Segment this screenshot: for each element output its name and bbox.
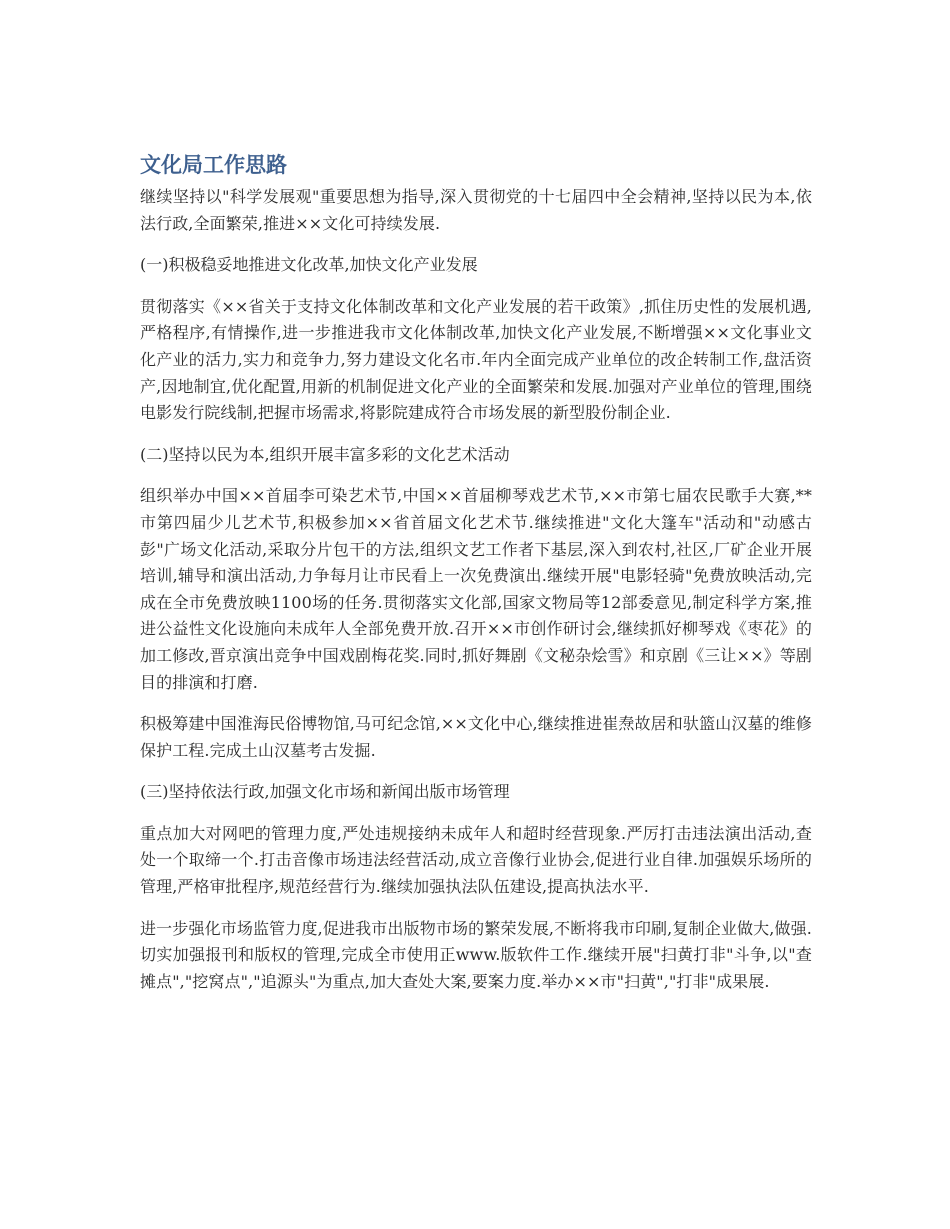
section-2-paragraph-1: 组织举办中国××首届李可染艺术节,中国××首届柳琴戏艺术节,××市第七届农民歌手大赛,**市第四届少儿艺术节,积极参加××省首届文化艺术节.继续推进"文化大篷车"活动和"动感古彭"广场文化活动,采取分片包干的方法,组织文艺工作者下基层,深入到农村,社区,厂矿企业开展培训,辅导和演出活动,力争每月让市民看上一次免费演出.继续开展"电影轻骑"免费放映活动,完成在全市免费放映1100场的任务.贯彻落实文化部,国家文物局等12部委意见,制定科学方案,推进公益性文化设施向未成年人全部免费开放.召开××市创作研讨会,继续抓好柳琴戏《枣花》的加工修改,晋京演出竞争中国戏剧梅花奖.同时,抓好舞剧《文秘杂烩雪》和京剧《三让××》等剧目的排演和打磨. [140,486,812,692]
document-title: 文化局工作思路 [140,153,287,177]
section-2-heading: (二)坚持以民为本,组织开展丰富多彩的文化艺术活动 [140,444,510,464]
document-page [140,150,812,1010]
section-2-paragraph-2: 积极筹建中国淮海民俗博物馆,马可纪念馆,××文化中心,继续推进崔焘故居和驮篮山汉墓的维修保护工程.完成土山汉墓考古发掘. [140,714,812,760]
section-3-paragraph-2: 进一步强化市场监管力度,促进我市出版物市场的繁荣发展,不断将我市印刷,复制企业做大,做强.切实加强报刊和版权的管理,完成全市使用正www.版软件工作.继续开展"扫黄打非"斗争,以"查摊点","挖窝点","追源头"为重点,加大查处大案,要案力度.举办××市"扫黄","打非"成果展. [140,918,812,991]
section-1-paragraph-1: 贯彻落实《××省关于支持文化体制改革和文化产业发展的若干政策》,抓住历史性的发展机遇,严格程序,有情操作,进一步推进我市文化体制改革,加快文化产业发展,不断增强××文化事业文化产业的活力,实力和竞争力,努力建设文化名市.年内全面完成产业单位的改企转制工作,盘活资产,因地制宜,优化配置,用新的机制促进文化产业的全面繁荣和发展.加强对产业单位的管理,围绕电影发行院线制,把握市场需求,将影院建成符合市场发展的新型股份制企业. [140,296,812,423]
section-3-heading: (三)坚持依法行政,加强文化市场和新闻出版市场管理 [140,782,510,802]
section-1-heading: (一)积极稳妥地推进文化改革,加快文化产业发展 [140,255,478,275]
intro-paragraph: 继续坚持以"科学发展观"重要思想为指导,深入贯彻党的十七届四中全会精神,坚持以民为本,依法行政,全面繁荣,推进××文化可持续发展. [140,187,812,233]
section-3-paragraph-1: 重点加大对网吧的管理力度,严处违规接纳未成年人和超时经营现象.严厉打击违法演出活动,查处一个取缔一个.打击音像市场违法经营活动,成立音像行业协会,促进行业自律.加强娱乐场所的管理,严格审批程序,规范经营行为.继续加强执法队伍建设,提高执法水平. [140,823,812,897]
